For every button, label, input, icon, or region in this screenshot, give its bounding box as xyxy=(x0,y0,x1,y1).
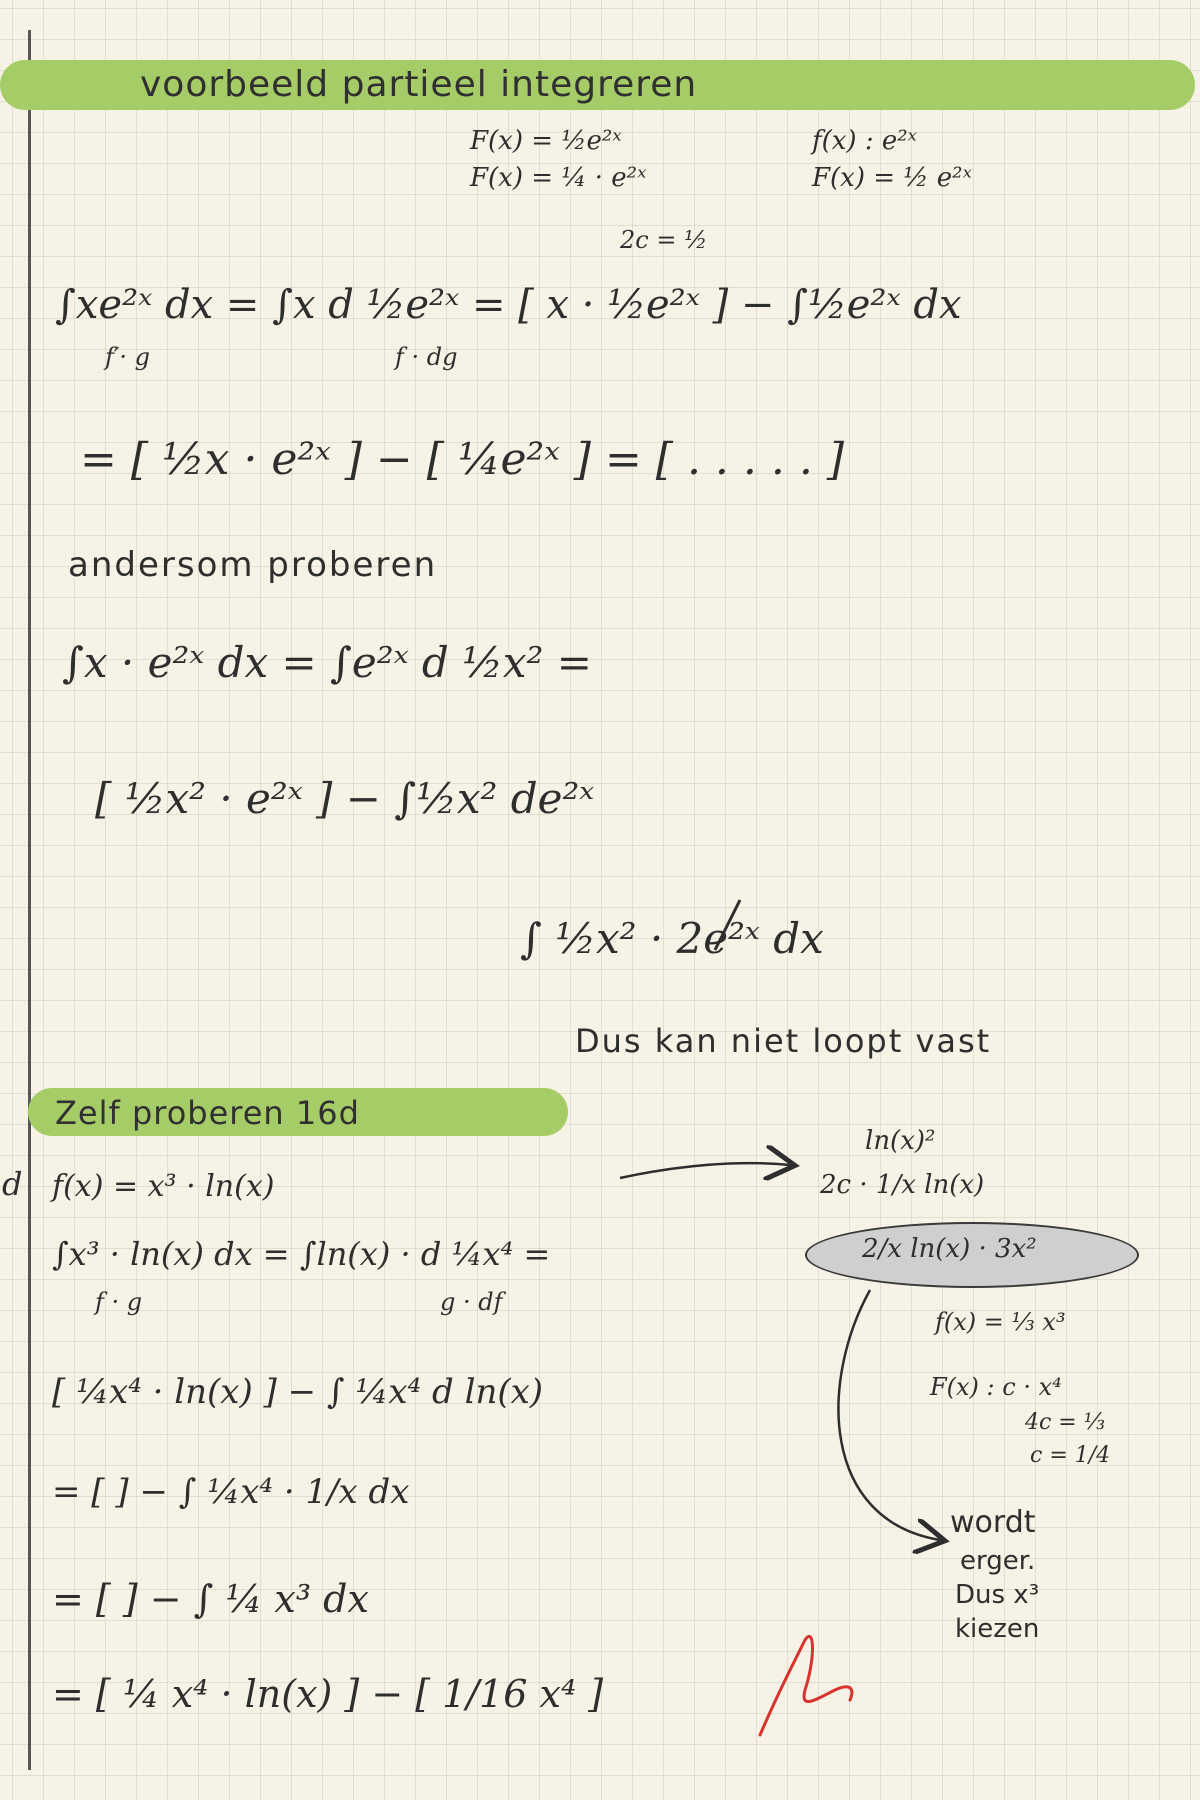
equation-1: ∫xe²ˣ dx = ∫x d ½e²ˣ = [ x · ½e²ˣ ] − ∫½e²ˣ dx xyxy=(55,282,962,328)
side-note-2: erger. xyxy=(960,1546,1036,1576)
step-5: = [ ¼ x⁴ · ln(x) ] − [ 1/16 x⁴ ] xyxy=(52,1672,604,1716)
side-F-line: F(x) : c · x⁴ xyxy=(930,1373,1062,1401)
step-1-label-left: f · g xyxy=(95,1288,143,1316)
equation-3: ∫x · e²ˣ dx = ∫e²ˣ d ½x² = xyxy=(62,638,592,687)
side-note-1: wordt xyxy=(950,1505,1036,1540)
prelim-col1-line1: F(x) = ½e²ˣ xyxy=(470,126,622,156)
arrow-to-note xyxy=(838,1290,940,1540)
teacher-signature xyxy=(760,1636,852,1735)
equation-1-label-mid: f · dg xyxy=(395,343,458,371)
step-1-label-right: g · df xyxy=(440,1288,503,1316)
side-line-1: ln(x)² xyxy=(865,1126,936,1156)
conclusion-text: Dus kan niet loopt vast xyxy=(575,1022,992,1060)
equation-1-label-left: f′· g xyxy=(105,343,150,371)
side-c-line-2: c = 1/4 xyxy=(1030,1443,1111,1468)
side-line-2: 2c · 1/x ln(x) xyxy=(820,1170,985,1200)
equation-4: [ ½x² · e²ˣ ] − ∫½x² de²ˣ xyxy=(95,774,595,823)
section-title-voorbeeld: voorbeeld partieel integreren xyxy=(140,64,698,105)
step-4: = [ ] − ∫ ¼ x³ dx xyxy=(52,1577,369,1621)
arrow-to-side-calc xyxy=(620,1163,790,1178)
side-note-4: kiezen xyxy=(955,1614,1040,1644)
exercise-letter: d xyxy=(2,1165,23,1203)
equation-5: ∫ ½x² · 2e²ˣ dx xyxy=(520,914,824,963)
section-title-zelf: Zelf proberen 16d xyxy=(55,1094,360,1132)
side-c-line-1: 4c = ⅓ xyxy=(1025,1410,1106,1435)
equation-2: = [ ½x · e²ˣ ] − [ ¼e²ˣ ] = [ . . . . . ] xyxy=(80,434,844,485)
note-andersom: andersom proberen xyxy=(68,545,438,585)
given-function: f(x) = x³ · ln(x) xyxy=(52,1169,275,1204)
prelim-col1-line3: 2c = ½ xyxy=(620,226,708,254)
prelim-col2-line1: f(x) : e²ˣ xyxy=(812,126,917,156)
prelim-col2-line2: F(x) = ½ e²ˣ xyxy=(812,163,972,193)
step-3: = [ ] − ∫ ¼x⁴ · 1/x dx xyxy=(52,1472,410,1512)
ellipse-text: 2/x ln(x) · 3x² xyxy=(862,1234,1037,1264)
prelim-col1-line2: F(x) = ¼ · e²ˣ xyxy=(470,163,647,193)
side-note-3: Dus x³ xyxy=(955,1580,1040,1610)
strike-through-stroke xyxy=(715,900,740,950)
step-2: [ ¼x⁴ · ln(x) ] − ∫ ¼x⁴ d ln(x) xyxy=(52,1372,544,1412)
step-1: ∫x³ · ln(x) dx = ∫ln(x) · d ¼x⁴ = xyxy=(52,1235,551,1273)
side-f-line: f(x) = ⅓ x³ xyxy=(935,1308,1066,1336)
